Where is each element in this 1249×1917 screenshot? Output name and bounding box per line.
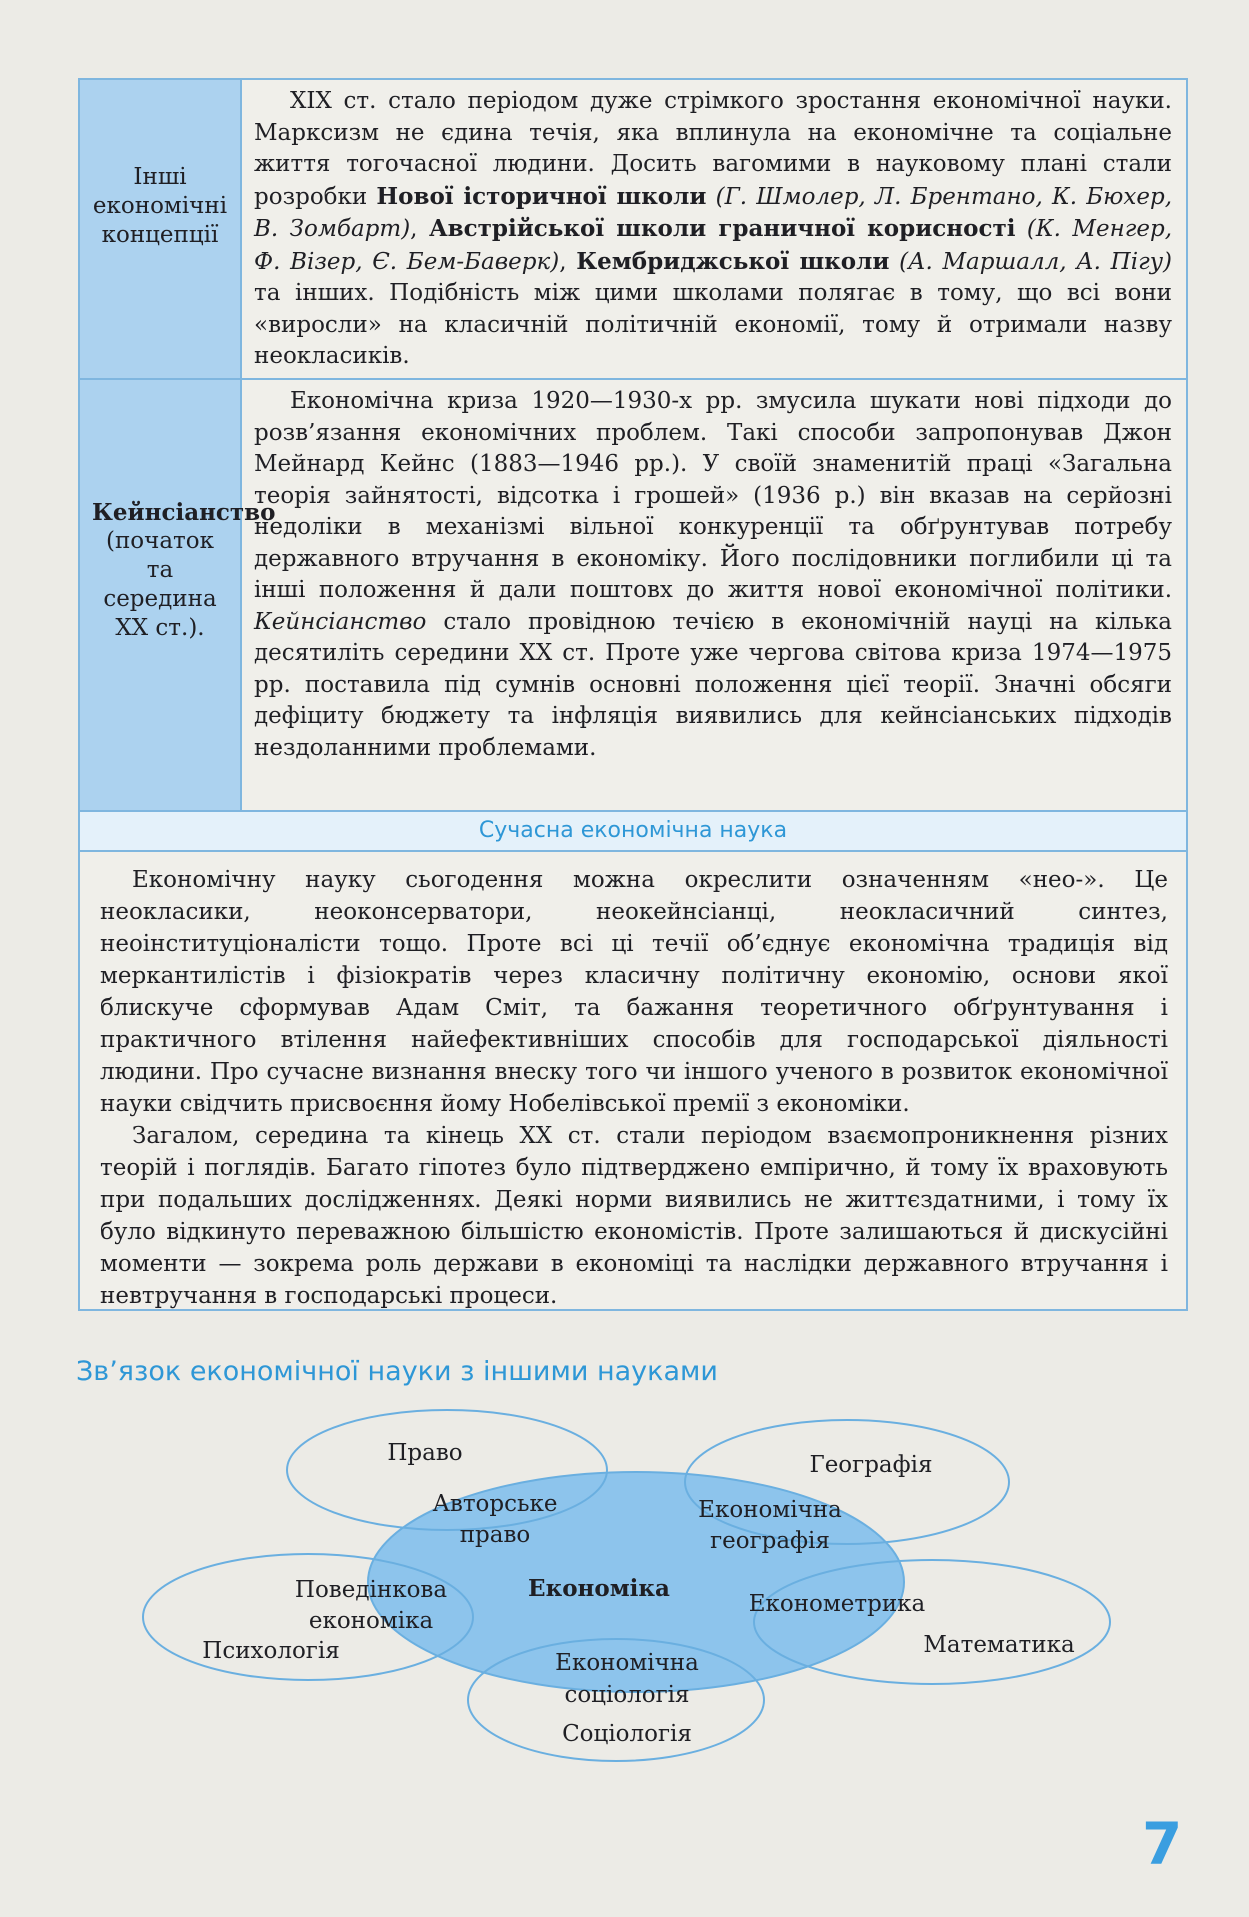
- label-econ-sociology: Економічна: [555, 1650, 699, 1676]
- label-behavioral: економіка: [308, 1608, 434, 1634]
- row-label-keynesianism: [80, 498, 276, 643]
- venn-diagram: [0, 1400, 1249, 1820]
- row-text-other-concepts: [254, 86, 1172, 373]
- label-econometrics: Економетрика: [748, 1591, 926, 1617]
- label-econ-geography: географія: [710, 1528, 830, 1554]
- label-copyright: право: [459, 1522, 531, 1548]
- label-law: Право: [387, 1440, 463, 1466]
- label-econ-sociology: соціологія: [564, 1682, 690, 1708]
- diagram-title: Зв’язок економічної науки з іншими науками: [76, 1356, 718, 1387]
- label-geography: Географія: [809, 1452, 933, 1478]
- row-divider: [80, 378, 1186, 380]
- label-copyright: Авторське: [432, 1491, 558, 1517]
- label-sociology: Соціологія: [562, 1721, 692, 1747]
- text-segment: Економічна криза 1920—1930-х рр. змусила шукати нові підходи до розв’язання економічних проблем. Такі способи запропонував Джон Мейнард Кейнс (1883—1946 рр.). У своїй знаменитій праці «Загальна теорія зайнятості, відсотка і грошей» (1936 р.) він вказав на серйозні недоліки в механізмі вільної конкуренції та обґрунтував потребу державного втручання в економіку. Його послідовники поглибили ці та інші положення й дали поштовх до життя нової економічної політики.: [254, 388, 1172, 603]
- modern-economics-header: Сучасна економічна наука: [80, 812, 1186, 850]
- history-table: [78, 78, 1188, 1311]
- school-members: (Г. Шмолер, Л. Брентано, К. Бюхер, В. Зомбарт): [254, 183, 1172, 242]
- page-number: 7: [1142, 1810, 1183, 1878]
- text-segment: XIX ст. стало періодом дуже стрімкого зростання економічної науки. Марксизм не єдина течія, яка вплинула на економічне та соціальне життя тогочасної людини. Досить вагомими в науковому плані стали розробки: [254, 88, 1172, 210]
- row-divider: [80, 850, 1186, 852]
- label-psychology: Психологія: [202, 1638, 340, 1664]
- label-econ-geography: Економічна: [698, 1497, 842, 1523]
- school-name: Кембриджської школи: [576, 247, 890, 275]
- text-segment: ,: [410, 216, 429, 242]
- italic-term: Кейнсіанство: [254, 608, 427, 635]
- row-label-other-concepts: Інші економічні концепції: [92, 164, 228, 248]
- label-behavioral: Поведінкова: [294, 1577, 448, 1603]
- text-segment: ,: [559, 248, 577, 275]
- paragraph: Загалом, середина та кінець XX ст. стали періодом взаємопроникнення різних теорій і поглядів. Багато гіпотез було підтверджено емпірично, й тому їх враховують при подальших дослідженнях. Деякі норми виявились не життєздатними, і тому їх було відкинуто переважною більшістю економістів. Проте залишаються й дискусійні моменти — зокрема роль держави в економіці та наслідки державного втручання і невтручання в господарські процеси.: [100, 1123, 1168, 1309]
- school-name: Нової історичної школи: [376, 182, 707, 210]
- paragraph: Економічну науку сьогодення можна окреслити означенням «нео-». Це неокласики, неоконсерватори, неокейнсіанці, неокласичний синтез, неоінституціоналісти тощо. Проте всі ці течії об’єднує економічна традиція від меркантилістів і фізіократів через класичну політичну економію, основи якої блискуче сформував Адам Сміт, та бажання теоретичного обґрунтування і практичного втілення найефективніших способів для господарської діяльності людини. Про сучасне визнання внеску того чи іншого ученого в розвиток економічної науки свідчить присвоєння йому Нобелівської премії з економіки.: [100, 867, 1168, 1117]
- text-segment: стало провідною течією в економічній науці на кілька десятиліть середини XX ст. Проте уже чергова світова криза 1974—1975 рр. поставила під сумнів основні положення цієї теорії. Значні обсяги дефіциту бюджету та інфляція виявились для кейнсіанських підходів нездоланними проблемами.: [254, 608, 1172, 761]
- label-bold: Кейнсіанство: [92, 499, 276, 526]
- row-text-keynesianism: [254, 386, 1172, 764]
- modern-economics-text: [100, 864, 1168, 1312]
- text-segment: та інших. Подібність між цими школами полягає в тому, що всі вони «виросли» на класичній політичній економії, тому й отримали назву неокласиків.: [254, 280, 1172, 369]
- school-members: (А. Маршалл, А. Пігу): [899, 248, 1173, 275]
- label-rest: (початок та середина XX ст.).: [103, 528, 217, 641]
- school-members: (К. Менгер, Ф. Візер, Є. Бем-Баверк): [254, 216, 1173, 275]
- school-name: Австрійської школи граничної корисності: [428, 215, 1016, 242]
- label-math: Математика: [923, 1632, 1075, 1658]
- label-economics: Економіка: [528, 1575, 670, 1602]
